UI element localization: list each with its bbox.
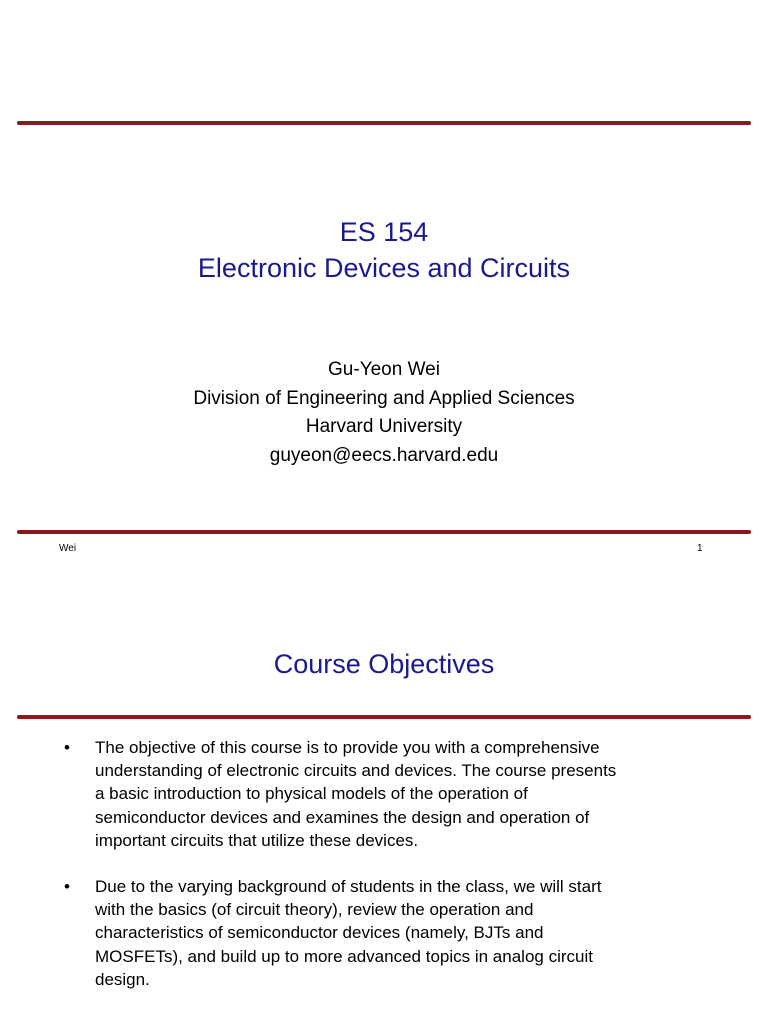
objective-line: MOSFETs), and build up to more advanced topics in analog circuit [95, 946, 593, 966]
slide1-author-block [0, 356, 768, 470]
author-division: Division of Engineering and Applied Sciences [193, 387, 575, 409]
page-number: 1 [697, 543, 703, 554]
objectives-list [60, 736, 710, 991]
author-name: Gu-Yeon Wei [328, 359, 440, 380]
author-university: Harvard University [305, 416, 463, 437]
objective-line: Due to the varying background of students in the class, we will start [95, 877, 602, 897]
course-code: ES 154 [339, 217, 429, 247]
objective-line: with the basics (of circuit theory), review the operation and [95, 900, 534, 920]
slide2-title-rule [17, 715, 751, 719]
objective-line: a basic introduction to physical models of the operation of [95, 784, 528, 804]
slide1-top-rule [17, 121, 751, 125]
slide1-bottom-rule [17, 530, 751, 534]
objective-line: understanding of electronic circuits and devices. The course presents [95, 761, 617, 781]
objective-line: characteristics of semiconductor devices (namely, BJTs and [95, 923, 544, 943]
objective-item [60, 875, 710, 991]
bullet-marker: • [64, 877, 70, 897]
footer-author: Wei [59, 543, 77, 554]
slide1-title-block [0, 214, 768, 286]
bullet-marker: • [64, 738, 70, 757]
slide2-title: Course Objectives [273, 649, 495, 679]
author-email: guyeon@eecs.harvard.edu [269, 444, 499, 466]
objective-line: The objective of this course is to provide you with a comprehensive [95, 738, 600, 757]
course-title: Electronic Devices and Circuits [197, 253, 571, 283]
objective-item [60, 736, 710, 852]
objective-line: important circuits that utilize these devices. [95, 830, 419, 850]
objective-line: semiconductor devices and examines the design and operation of [95, 807, 590, 827]
objective-line: design. [95, 969, 150, 989]
